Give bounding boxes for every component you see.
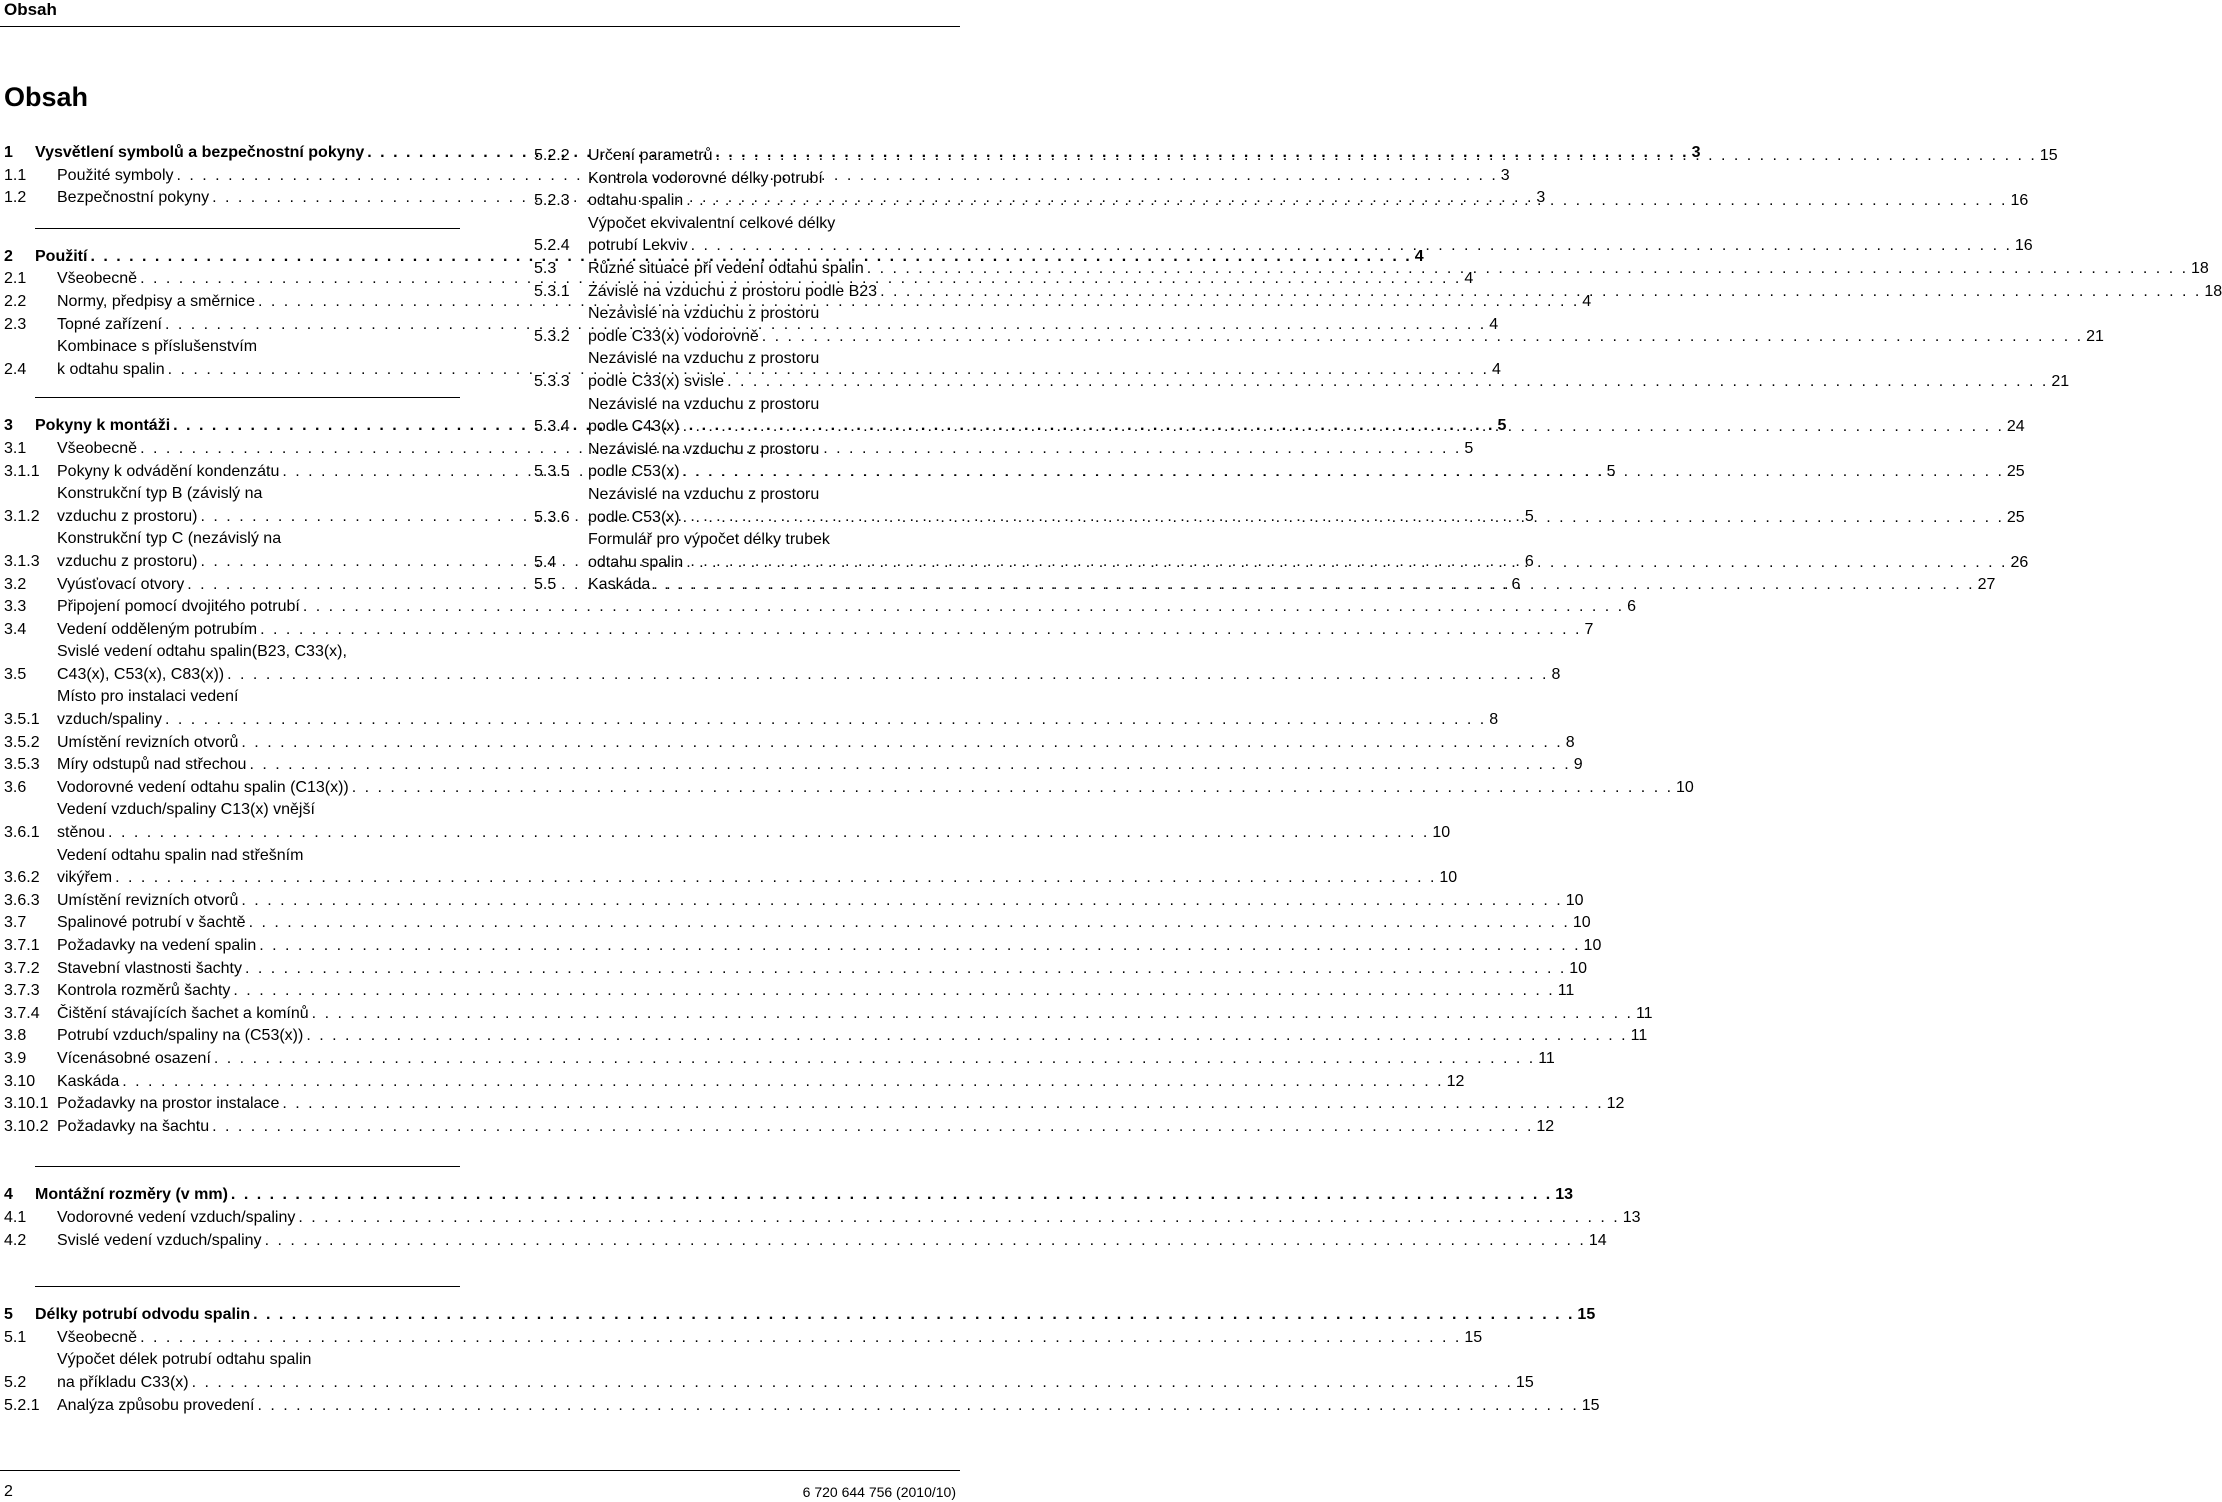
toc-entry[interactable] <box>4 980 1575 1003</box>
toc-entry-number: 3.7.2 <box>4 959 40 977</box>
toc-entry-title: Kontrola vodorovné délky potrubí <box>588 169 823 187</box>
toc-entry-number: 5.4 <box>534 553 557 571</box>
toc-page-number: 12 <box>1536 1117 1555 1135</box>
toc-entry-number: 3.3 <box>4 598 27 616</box>
toc-entry-title: Konstrukční typ C (nezávislý na <box>57 530 282 548</box>
toc-page-number: 16 <box>2010 192 2029 210</box>
toc-section <box>4 1286 1600 1417</box>
toc-entry-number: 2.1 <box>4 270 27 288</box>
toc-entry-title: Kaskáda <box>588 576 651 594</box>
toc-entry-number: 4.2 <box>4 1231 27 1249</box>
toc-entry-title: Všeobecně <box>57 439 138 457</box>
toc-entry-title: Formulář pro výpočet délky trubek <box>588 531 830 549</box>
dot-leader <box>880 281 2201 304</box>
toc-entry-number: 3.1.2 <box>4 507 40 525</box>
dot-leader <box>115 867 1436 890</box>
toc-page-number: 5 <box>1524 507 1534 525</box>
toc-entry[interactable] <box>534 439 2025 484</box>
dot-leader <box>303 596 1624 619</box>
toc-entry-number: 2.4 <box>4 360 27 378</box>
toc-entry[interactable] <box>4 1395 1600 1418</box>
toc-page-number: 8 <box>1489 711 1499 729</box>
dot-leader <box>867 258 2188 281</box>
dot-leader <box>140 1327 1461 1350</box>
toc-entry-title: Požadavky na vedení spalin <box>57 937 257 954</box>
toc-entry[interactable] <box>534 168 2029 213</box>
toc-entry-number: 5.3 <box>534 259 557 277</box>
toc-entry-title: Vyúsťovací otvory <box>57 575 185 593</box>
toc-entry-number: 3.9 <box>4 1049 27 1067</box>
toc-page-number: 26 <box>2010 553 2029 571</box>
toc-entry-number: 3.5 <box>4 665 27 683</box>
dot-leader <box>259 935 1580 958</box>
toc-entry-title: Umístění revizních otvorů <box>57 891 239 909</box>
toc-entry-title: podle C53(x) <box>588 508 680 526</box>
toc-entry-title: Vodorovné vedení odtahu spalin (C13(x)) <box>57 778 349 796</box>
dot-leader <box>691 235 2012 258</box>
toc-entry-number: 3.6.3 <box>4 891 40 909</box>
toc-right-column <box>534 145 2222 597</box>
toc-entry-title: Všeobecně <box>57 1328 138 1346</box>
toc-page-number: 3 <box>1691 144 1701 161</box>
toc-entry-number: 3.7.4 <box>4 1004 40 1022</box>
toc-entry[interactable] <box>4 1025 1648 1048</box>
toc-entry-number: 3.10.2 <box>4 1117 49 1135</box>
toc-entry-title: C43(x), C53(x), C83(x)) <box>57 665 225 683</box>
dot-leader <box>212 1116 1533 1139</box>
page-title: Obsah <box>4 82 89 112</box>
toc-entry-number: 3.8 <box>4 1027 27 1045</box>
toc-entry[interactable] <box>534 348 2070 393</box>
toc-entry[interactable] <box>4 1116 1555 1139</box>
dot-leader <box>683 507 2004 530</box>
toc-page-number: 14 <box>1588 1231 1607 1249</box>
toc-entry-number: 3.7 <box>4 914 27 932</box>
toc-entry-number: 2.2 <box>4 292 27 310</box>
toc-entry-title: Vodorovné vedení vzduch/spaliny <box>57 1208 296 1226</box>
toc-page-number: 15 <box>2039 147 2058 164</box>
toc-page-number: 6 <box>1511 575 1521 593</box>
toc-entry-number: 5.5 <box>534 576 557 594</box>
toc-entry-title: Nezávislé na vzduchu z prostoru <box>588 350 820 368</box>
toc-page-number: 13 <box>1622 1208 1641 1226</box>
toc-entry[interactable] <box>4 596 1637 619</box>
toc-entry-title: vzduch/spaliny <box>57 711 162 729</box>
dot-leader <box>192 1372 1513 1395</box>
dot-leader <box>122 1071 1443 1094</box>
toc-entry[interactable] <box>4 1093 1625 1116</box>
toc-entry-number: 5 <box>4 1306 13 1324</box>
toc-entry-title: Vedení odtahu spalin nad střešním <box>57 846 304 864</box>
toc-entry-title: Míry odstupů nad střechou <box>57 756 247 774</box>
toc-entry-title: Montážní rozměry (v mm) <box>35 1186 228 1204</box>
toc-entry-title: podle C33(x) vodorovně <box>588 327 759 345</box>
toc-page-number: 18 <box>2204 282 2222 300</box>
toc-page-number: 11 <box>1557 982 1575 1000</box>
toc-entry-title: stěnou <box>57 824 106 842</box>
toc-entry-number: 3.5.2 <box>4 733 40 751</box>
toc-entry-title: Vedení odděleným potrubím <box>57 620 258 638</box>
toc-entry-title: Určení parametrů <box>588 147 713 164</box>
toc-page-number: 12 <box>1446 1072 1465 1090</box>
toc-entry-number: 5.2.1 <box>4 1396 40 1414</box>
toc-entry[interactable] <box>4 912 1591 935</box>
dot-leader <box>257 1395 1578 1418</box>
toc-entry-title: Místo pro instalaci vedení <box>57 688 239 706</box>
dot-leader <box>249 754 1570 777</box>
toc-page-number: 24 <box>2006 418 2025 436</box>
dot-leader <box>108 822 1429 845</box>
toc-entry-title: potrubí Lekviv <box>588 237 688 255</box>
toc-entry-title: Čištění stávajících šachet a komínů <box>57 1004 309 1022</box>
toc-entry-title: Bezpečnostní pokyny <box>57 189 210 207</box>
dot-leader <box>762 326 2083 349</box>
toc-page-number: 8 <box>1551 665 1561 683</box>
toc-entry-title: k odtahu spalin <box>57 360 165 378</box>
toc-page-number: 6 <box>1524 552 1534 570</box>
toc-entry-title: Kontrola rozměrů šachty <box>57 982 231 1000</box>
dot-leader <box>352 777 1673 800</box>
toc-entry-title: Použití <box>35 247 88 265</box>
toc-entry-number: 3.1.3 <box>4 552 40 570</box>
toc-entry-title: Vícenásobné osazení <box>57 1049 211 1067</box>
toc-page-number: 11 <box>1538 1049 1555 1067</box>
toc-page-number: 3 <box>1536 189 1546 207</box>
toc-page-number: 5 <box>1606 462 1616 480</box>
toc-entry-number: 3.10 <box>4 1072 36 1090</box>
toc-page-number: 4 <box>1489 315 1499 333</box>
dot-leader <box>306 1025 1627 1048</box>
toc-entry-title: Stavební vlastnosti šachty <box>57 959 242 977</box>
toc-chapter[interactable] <box>4 1304 1596 1327</box>
toc-entry-title: Spalinové potrubí v šachtě <box>57 914 246 932</box>
toc-entry-number: 5.2.2 <box>534 147 570 164</box>
toc-entry-title: Požadavky na šachtu <box>57 1117 210 1135</box>
dot-leader <box>282 1093 1603 1116</box>
toc-page-number: 15 <box>1581 1396 1600 1414</box>
dot-leader <box>227 664 1548 687</box>
toc-entry[interactable] <box>534 484 2025 529</box>
toc-page-number: 13 <box>1555 1186 1574 1204</box>
toc-entry-title: Všeobecně <box>57 270 138 288</box>
toc-page-number: 7 <box>1584 620 1594 638</box>
toc-entry[interactable] <box>4 1071 1465 1094</box>
toc-entry[interactable] <box>4 1349 1534 1394</box>
dot-leader <box>683 416 2004 439</box>
toc-entry-title: Výpočet délek potrubí odtahu spalin <box>57 1351 312 1369</box>
toc-section <box>4 1166 1641 1252</box>
document-number: 6 720 644 756 (2010/10) <box>802 1484 956 1500</box>
toc-page-number: 10 <box>1565 891 1584 909</box>
toc-page-number: 16 <box>2014 237 2033 255</box>
dot-leader <box>727 371 2048 394</box>
toc-page-number: 4 <box>1414 247 1424 265</box>
dot-leader <box>231 1184 1552 1207</box>
toc-entry[interactable] <box>4 686 1499 731</box>
toc-entry-title: Kombinace s příslušenstvím <box>57 338 258 356</box>
toc-entry[interactable] <box>534 281 2222 304</box>
toc-entry-number: 5.3.6 <box>534 508 570 526</box>
toc-page-number: 4 <box>1491 360 1501 378</box>
toc-entry-number: 5.3.5 <box>534 463 570 481</box>
toc-entry-number: 3.2 <box>4 575 27 593</box>
toc-entry-title: podle C43(x) <box>588 418 680 436</box>
dot-leader <box>686 552 2007 575</box>
toc-entry-title: Požadavky na prostor instalace <box>57 1095 280 1113</box>
toc-entry-number: 5.2 <box>4 1373 27 1391</box>
toc-entry-title: na příkladu C33(x) <box>57 1373 189 1391</box>
toc-page-number: 27 <box>1977 576 1996 594</box>
dot-leader <box>165 709 1486 732</box>
toc-page-number: 10 <box>1676 778 1694 796</box>
dot-leader <box>686 190 2007 213</box>
toc-entry-title: Výpočet ekvivalentní celkové délky <box>588 214 836 232</box>
toc-entry[interactable] <box>4 799 1451 844</box>
toc-entry[interactable] <box>4 1048 1555 1071</box>
toc-entry-number: 5.3.4 <box>534 418 570 436</box>
toc-entry-title: Nezávislé na vzduchu z prostoru <box>588 485 820 503</box>
toc-entry-title: vzduchu z prostoru) <box>57 507 198 525</box>
toc-entry-title: Svislé vedení vzduch/spaliny <box>57 1231 262 1249</box>
toc-entry-title: Závislé na vzduchu z prostoru podle B23 <box>588 282 878 300</box>
toc-entry-title: Analýza způsobu provedení <box>57 1396 255 1414</box>
toc-page-number: 4 <box>1582 292 1592 310</box>
dot-leader <box>653 574 1974 597</box>
running-header: Obsah <box>4 0 57 19</box>
toc-page-number: 10 <box>1569 959 1588 977</box>
toc-entry-title: vzduchu z prostoru) <box>57 552 198 570</box>
toc-entry-number: 3 <box>4 417 13 435</box>
toc-entry-number: 3.6.2 <box>4 869 40 887</box>
toc-entry-number: 4.1 <box>4 1208 27 1226</box>
toc-entry-title: odtahu spalin <box>588 553 684 571</box>
toc-entry-title: Pokyny k odvádění kondenzátu <box>57 462 280 480</box>
dot-leader <box>298 1207 1619 1230</box>
toc-entry-number: 3.4 <box>4 620 27 638</box>
toc-entry-number: 3.10.1 <box>4 1095 49 1113</box>
toc-entry-number: 3.5.3 <box>4 756 40 774</box>
toc-entry-number: 5.3.1 <box>534 282 570 300</box>
page-number: 2 <box>4 1483 13 1500</box>
toc-page-number: 5 <box>1464 439 1474 457</box>
dot-leader <box>233 980 1554 1003</box>
toc-page-number: 11 <box>1635 1004 1653 1022</box>
toc-entry-title: Připojení pomocí dvojitého potrubí <box>57 598 300 616</box>
toc-entry[interactable] <box>4 619 1594 642</box>
toc-entry-title: podle C33(x) svisle <box>588 372 725 390</box>
footer-divider <box>0 1470 960 1471</box>
toc-entry[interactable] <box>4 641 1561 686</box>
toc-entry-number: 3.6.1 <box>4 824 40 842</box>
dot-leader <box>683 461 2004 484</box>
toc-page-number: 11 <box>1630 1027 1648 1045</box>
dot-leader <box>260 619 1581 642</box>
toc-entry-number: 2.3 <box>4 315 27 333</box>
toc-chapter[interactable] <box>4 1184 1574 1207</box>
toc-entry-title: Vysvětlení symbolů a bezpečnostní pokyny <box>35 144 365 161</box>
toc-entry[interactable] <box>4 1327 1483 1350</box>
toc-entry-title: Normy, předpisy a směrnice <box>57 292 255 310</box>
toc-entry-number: 1.1 <box>4 166 27 184</box>
toc-entry-number: 3.1.1 <box>4 462 40 480</box>
toc-page-number: 10 <box>1583 937 1602 954</box>
toc-page-number: 18 <box>2191 259 2209 277</box>
toc-entry[interactable] <box>4 732 1575 755</box>
toc-entry[interactable] <box>534 574 1996 597</box>
dot-leader <box>716 145 2037 168</box>
toc-page-number: 10 <box>1432 824 1451 842</box>
toc-entry[interactable] <box>534 213 2033 258</box>
toc-entry[interactable] <box>4 1207 1641 1230</box>
toc-page-number: 15 <box>1515 1373 1534 1391</box>
toc-entry-title: Použité symboly <box>57 166 174 184</box>
toc-entry-number: 1 <box>4 144 13 161</box>
toc-page-number: 15 <box>1464 1328 1483 1346</box>
toc-page-number: 6 <box>1627 598 1637 616</box>
dot-leader <box>253 1304 1574 1327</box>
toc-entry-title: Nezávislé na vzduchu z prostoru <box>588 395 820 413</box>
toc-entry-title: Různé situace při vedení odtahu spalin <box>588 259 864 277</box>
toc-page-number: 21 <box>2086 327 2104 345</box>
toc-entry[interactable] <box>534 529 2029 574</box>
dot-leader <box>214 1048 1535 1071</box>
toc-page-number: 3 <box>1500 166 1510 184</box>
dot-leader <box>241 890 1562 913</box>
toc-entry-title: vikýřem <box>57 869 113 887</box>
toc-entry[interactable] <box>534 303 2104 348</box>
toc-entry[interactable] <box>4 890 1584 913</box>
toc-page-number: 4 <box>1464 270 1474 288</box>
dot-leader <box>241 732 1562 755</box>
toc-entry-number: 3.7.3 <box>4 982 40 1000</box>
toc-entry-title: odtahu spalin <box>588 192 684 210</box>
header-divider <box>0 26 960 27</box>
toc-entry-number: 1.2 <box>4 189 27 207</box>
toc-entry-number: 5.2.4 <box>534 237 570 255</box>
toc-entry[interactable] <box>4 845 1458 890</box>
toc-page-number: 25 <box>2006 508 2025 526</box>
toc-page-number: 21 <box>2051 372 2070 390</box>
toc-entry-number: 3.5.1 <box>4 711 40 729</box>
toc-entry-title: Konstrukční typ B (závislý na <box>57 485 263 503</box>
toc-page-number: 9 <box>1573 756 1583 774</box>
toc-entry-number: 5.2.3 <box>534 192 570 210</box>
toc-entry-number: 5.3.2 <box>534 327 570 345</box>
toc-entry-number: 3.6 <box>4 778 27 796</box>
toc-entry[interactable] <box>4 935 1602 958</box>
toc-page-number: 25 <box>2006 463 2025 481</box>
toc-entry-number: 3.7.1 <box>4 937 40 954</box>
toc-page-number: 8 <box>1565 733 1575 751</box>
toc-entry[interactable] <box>4 958 1588 981</box>
toc-entry-title: Vedení vzduch/spaliny C13(x) vnější <box>57 801 315 819</box>
toc-entry-title: Topné zařízení <box>57 315 162 333</box>
toc-page-number: 12 <box>1606 1095 1625 1113</box>
toc-entry-title: Svislé vedení odtahu spalin(B23, C33(x), <box>57 643 347 661</box>
toc-entry[interactable] <box>4 1003 1653 1026</box>
toc-entry[interactable] <box>534 145 2058 168</box>
dot-leader <box>265 1230 1586 1253</box>
toc-entry-title: Potrubí vzduch/spaliny na (C53(x)) <box>57 1027 304 1045</box>
dot-leader <box>312 1003 1633 1026</box>
toc-entry[interactable] <box>4 754 1583 777</box>
toc-page-number: 15 <box>1577 1306 1596 1324</box>
toc-entry-number: 5.3.3 <box>534 372 570 390</box>
toc-entry-title: Pokyny k montáži <box>35 417 171 435</box>
dot-leader <box>245 958 1566 981</box>
toc-page-number: 5 <box>1497 417 1507 435</box>
dot-leader <box>249 912 1570 935</box>
toc-entry[interactable] <box>4 777 1694 800</box>
toc-entry[interactable] <box>534 258 2209 281</box>
toc-page-number: 10 <box>1439 869 1458 887</box>
toc-entry-title: Nezávislé na vzduchu z prostoru <box>588 305 820 323</box>
toc-entry-title: Umístění revizních otvorů <box>57 733 239 751</box>
toc-entry-number: 5.1 <box>4 1328 27 1346</box>
toc-entry[interactable] <box>534 394 2025 439</box>
toc-entry-title: podle C53(x) <box>588 463 680 481</box>
toc-entry-title: Nezávislé na vzduchu z prostoru <box>588 440 820 458</box>
toc-page-number: 10 <box>1572 914 1591 932</box>
toc-entry-number: 2 <box>4 247 13 265</box>
toc-entry-number: 4 <box>4 1186 13 1204</box>
toc-entry[interactable] <box>4 1230 1607 1253</box>
toc-entry-number: 3.1 <box>4 439 27 457</box>
toc-entry-title: Délky potrubí odvodu spalin <box>35 1306 251 1324</box>
toc-entry-title: Kaskáda <box>57 1072 120 1090</box>
